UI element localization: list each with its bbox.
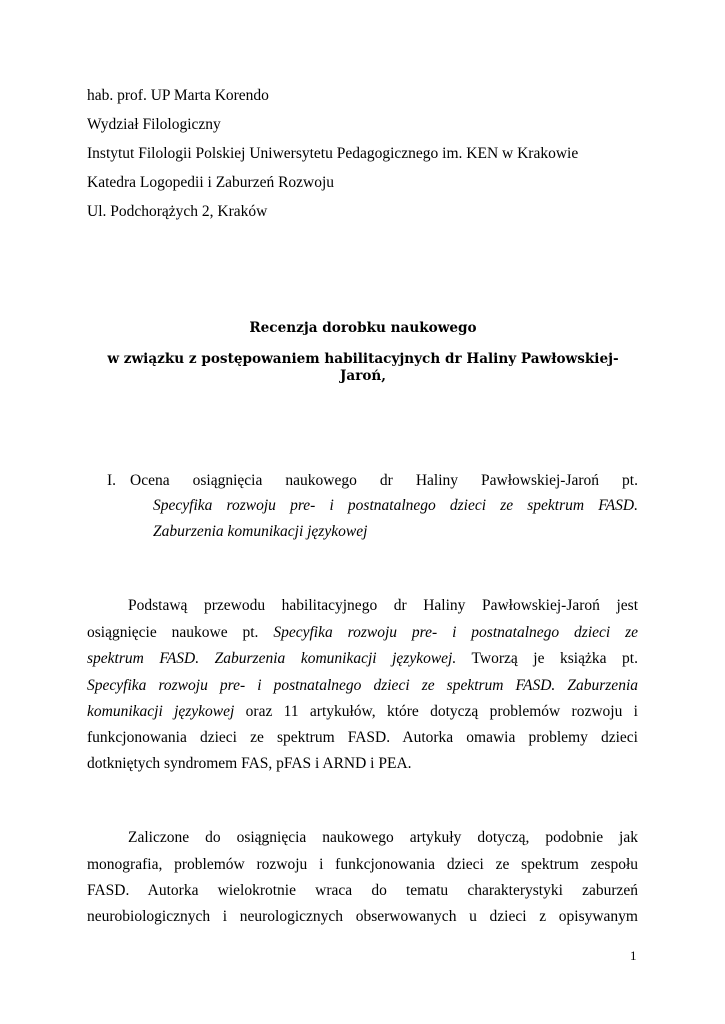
title-line-2: w związku z postępowaniem habilitacyjnych dr Haliny Pawłowskiej- xyxy=(107,351,619,367)
street-address: Ul. Podchorążych 2, Kraków xyxy=(87,203,268,220)
paragraph-line: Podstawą przewodu habilitacyjnego dr Haliny Pawłowskiej-Jaroń jest xyxy=(128,597,638,614)
faculty-name: Wydział Filologiczny xyxy=(87,116,221,133)
paragraph-line: monografia, problemów rozwoju i funkcjonowania dzieci ze spektrum zespołu xyxy=(87,856,638,873)
paragraph-line: neurobiologicznych i neurologicznych obserwowanych u dzieci z opisywanym xyxy=(87,908,638,925)
section-heading-line-3: Zaburzenia komunikacji językowej xyxy=(153,523,368,540)
paragraph-line: dotkniętych syndromem FAS, pFAS i ARND i PEA. xyxy=(87,755,412,772)
paragraph-line: FASD. Autorka wielokrotnie wraca do tematu charakterystyki zaburzeń xyxy=(87,882,638,899)
title-line-3: Jaroń, xyxy=(339,368,387,384)
section-number: I. xyxy=(107,472,117,489)
title-line-1: Recenzja dorobku naukowego xyxy=(249,320,477,336)
paragraph-line: Specyfika rozwoju pre- i postnatalnego dzieci ze spektrum FASD. Zaburzenia xyxy=(87,677,638,694)
paragraph-line: spektrum FASD. Zaburzenia komunikacji językowej. Tworzą je książka pt. xyxy=(87,650,638,667)
paragraph-line: funkcjonowania dzieci ze spektrum FASD. Autorka omawia problemy dzieci xyxy=(87,729,638,746)
institute-name: Instytut Filologii Polskiej Uniwersytetu Pedagogicznego im. KEN w Krakowie xyxy=(87,145,579,162)
paragraph-line: Zaliczone do osiągnięcia naukowego artykuły dotyczą, podobnie jak xyxy=(128,829,638,846)
reviewer-name: hab. prof. UP Marta Korendo xyxy=(87,87,269,104)
section-heading-line-2: Specyfika rozwoju pre- i postnatalnego dzieci ze spektrum FASD. xyxy=(153,497,638,514)
paragraph-line: osiągnięcie naukowe pt. Specyfika rozwoju pre- i postnatalnego dzieci ze xyxy=(87,624,639,641)
section-heading-line-1: Ocena osiągnięcia naukowego dr Haliny Pawłowskiej-Jaroń pt. xyxy=(130,472,638,489)
paragraph-line: komunikacji językowej oraz 11 artykułów, które dotyczą problemów rozwoju i xyxy=(87,703,638,720)
page-number: 1 xyxy=(630,948,637,963)
department-name: Katedra Logopedii i Zaburzeń Rozwoju xyxy=(87,174,335,191)
